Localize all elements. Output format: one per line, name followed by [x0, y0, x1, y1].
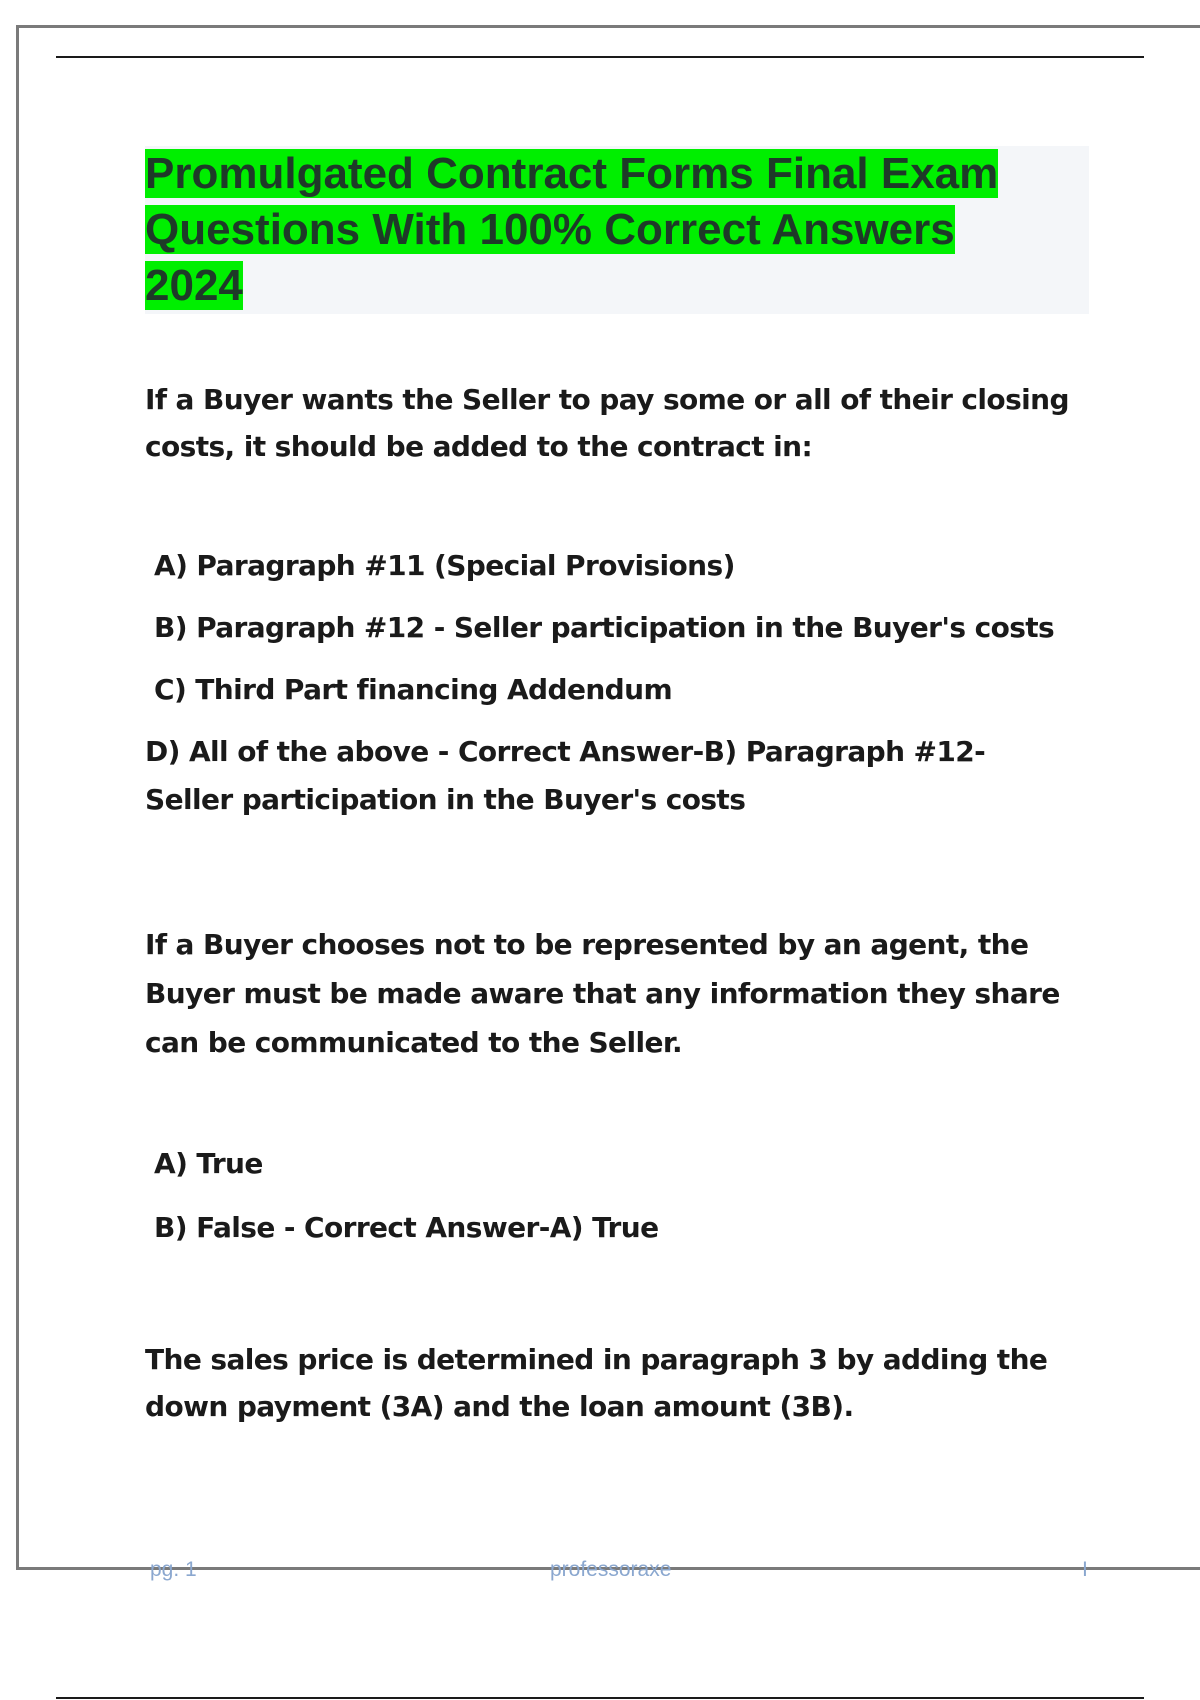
title-line-3: 2024: [145, 261, 243, 310]
answer-option: C) Third Part financing Addendum: [154, 673, 673, 706]
page-footer: [0, 1558, 1200, 1588]
footer-page-label: pg. 1: [150, 1558, 197, 1581]
question-text: The sales price is determined in paragraph 3 by adding the down payment (3A) and the loan amount (3B).: [145, 1343, 1048, 1423]
answer-option: A) Paragraph #11 (Special Provisions): [154, 549, 735, 582]
footer-mark: I: [1082, 1558, 1088, 1581]
title-line-2: Questions With 100% Correct Answers: [145, 205, 955, 254]
question-block-1: [145, 376, 1075, 824]
question-block-3: [145, 1336, 1075, 1430]
question-text: If a Buyer wants the Seller to pay some or all of their closing costs, it should be added to the contract in:: [145, 383, 1069, 463]
title-line-1: Promulgated Contract Forms Final Exam: [145, 149, 999, 198]
answer-option: A) True: [154, 1147, 263, 1180]
footer-author: professoraxe: [550, 1558, 672, 1581]
answer-option: B) Paragraph #12 - Seller participation in the Buyer's costs: [154, 611, 1055, 644]
answer-option: D) All of the above - Correct Answer-B) Paragraph #12- Seller participation in the Buyer's costs: [145, 735, 986, 816]
header-rule: [56, 56, 1144, 58]
title-block: [145, 146, 1089, 314]
question-text: If a Buyer chooses not to be represented by an agent, the Buyer must be made aware that any information they share can be communicated to the Seller.: [145, 928, 1060, 1059]
bottom-rule: [56, 1697, 1144, 1699]
document-title: [145, 146, 1089, 314]
answer-option: B) False - Correct Answer-A) True: [154, 1211, 659, 1244]
question-block-2: [145, 920, 1075, 1252]
